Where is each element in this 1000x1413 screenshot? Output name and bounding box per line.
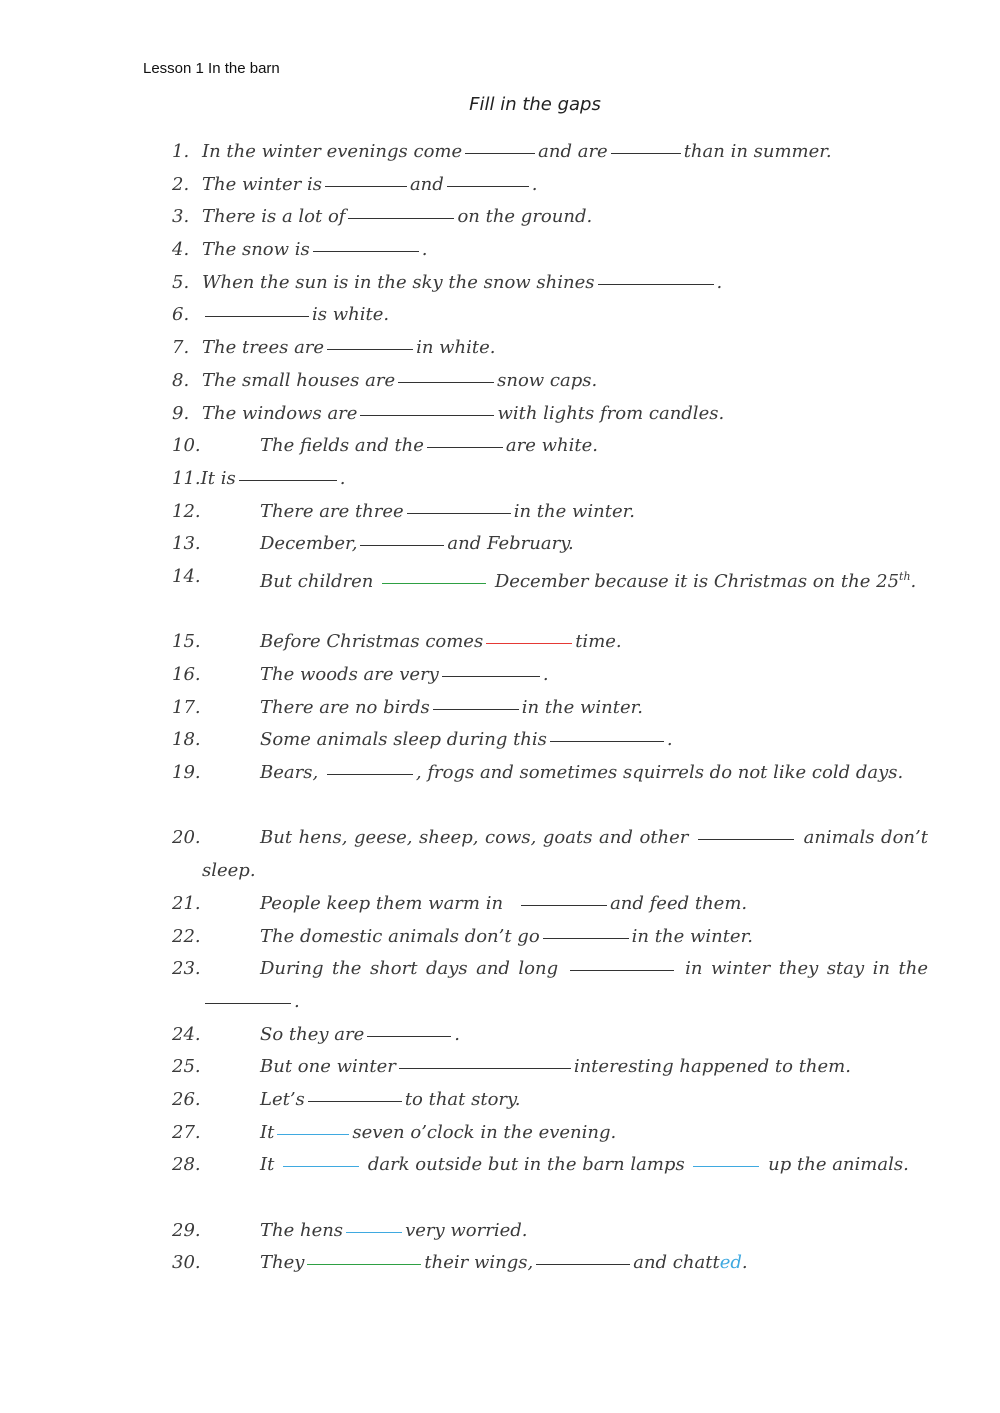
- question-29: [172, 1215, 928, 1248]
- question-text: is white.: [312, 304, 390, 326]
- question-text: The small houses are: [202, 369, 396, 391]
- question-number: 8.: [172, 369, 190, 391]
- question-text: Some animals sleep during this: [260, 729, 547, 751]
- question-text: snow caps.: [497, 369, 598, 391]
- question-text: .: [910, 570, 917, 592]
- question-number: 3.: [172, 206, 190, 228]
- question-number: 4.: [172, 239, 190, 261]
- question-text: In the winter evenings come: [202, 141, 463, 162]
- question-text: in the winter.: [521, 696, 643, 718]
- question-number: 18.: [172, 729, 201, 751]
- answer-blank[interactable]: [521, 904, 607, 906]
- question-number: 20.: [172, 827, 201, 849]
- question-text: on the ground.: [457, 206, 593, 228]
- question-text: and: [409, 173, 444, 195]
- question-text: .: [294, 990, 300, 1012]
- answer-blank[interactable]: [611, 152, 681, 154]
- question-text: their wings,: [424, 1252, 534, 1274]
- question-12: [172, 496, 928, 529]
- question-number: 21.: [172, 892, 201, 914]
- question-1: [172, 136, 928, 169]
- question-21: [172, 888, 928, 921]
- question-text: interesting happened to them.: [573, 1056, 851, 1078]
- question-number: 16.: [172, 664, 201, 686]
- question-text: It: [260, 1154, 275, 1176]
- question-text: in winter they stay in the: [685, 958, 928, 980]
- question-text: and chatt: [633, 1252, 720, 1274]
- question-number: 9.: [172, 402, 190, 424]
- question-text: December because it is Christmas on the 25: [494, 570, 900, 592]
- question-number: 5.: [172, 271, 190, 293]
- question-text: The winter is: [202, 173, 322, 195]
- question-20: [172, 822, 928, 887]
- question-4: [172, 234, 928, 267]
- question-text: Before Christmas comes: [260, 631, 484, 653]
- superscript-text: th: [899, 569, 911, 583]
- question-14: [172, 561, 928, 626]
- question-17: [172, 692, 928, 725]
- question-text: But hens, geese, sheep, cows, goats and other: [260, 827, 689, 849]
- answer-blank[interactable]: [598, 283, 714, 285]
- question-text: in white.: [416, 337, 496, 359]
- answer-blank[interactable]: [550, 740, 664, 742]
- question-number: 17.: [172, 696, 201, 718]
- answer-blank[interactable]: [327, 348, 413, 350]
- question-24: [172, 1019, 928, 1052]
- question-text: They: [260, 1252, 305, 1274]
- question-text: When the sun is in the sky the snow shines: [202, 271, 595, 293]
- question-text: very worried.: [405, 1219, 528, 1241]
- question-23: [172, 953, 928, 1018]
- answer-blank[interactable]: [307, 1263, 421, 1265]
- question-text: It: [260, 1121, 275, 1143]
- question-text: and February.: [447, 533, 574, 555]
- question-number: 15.: [172, 631, 201, 653]
- answer-blank[interactable]: [399, 1067, 571, 1069]
- question-number: 1.: [172, 141, 190, 162]
- lesson-heading: Lesson 1 In the barn: [143, 60, 280, 77]
- question-number: 13.: [172, 533, 201, 555]
- question-number: 23.: [172, 958, 201, 980]
- question-number: 27.: [172, 1121, 201, 1143]
- question-text: .: [716, 271, 723, 293]
- question-number: 25.: [172, 1056, 201, 1078]
- question-text: .: [741, 1252, 748, 1274]
- question-text: than in summer.: [683, 141, 832, 162]
- question-text: seven o’clock in the evening.: [352, 1121, 617, 1143]
- answer-blank[interactable]: [308, 1100, 402, 1102]
- question-number: 14.: [172, 565, 201, 587]
- question-text: .: [421, 239, 428, 261]
- question-text: time.: [575, 631, 622, 653]
- answer-blank[interactable]: [447, 185, 529, 187]
- answer-blank[interactable]: [486, 642, 572, 644]
- question-30: [172, 1247, 928, 1280]
- question-text: During the short days and long: [260, 958, 559, 980]
- question-22: [172, 921, 928, 954]
- answer-blank[interactable]: [398, 381, 494, 383]
- question-8: [172, 365, 928, 398]
- question-text: The fields and the: [260, 435, 424, 457]
- question-text: It is: [200, 467, 236, 489]
- question-text: in the winter.: [631, 925, 753, 947]
- question-18: [172, 724, 928, 757]
- answer-blank[interactable]: [543, 937, 629, 939]
- question-text: .: [542, 664, 549, 686]
- question-19: [172, 757, 928, 822]
- question-7: [172, 332, 928, 365]
- answer-blank[interactable]: [205, 1002, 291, 1004]
- question-text: are white.: [505, 435, 598, 457]
- question-16: [172, 659, 928, 692]
- answer-blank[interactable]: [427, 446, 503, 448]
- question-11: [172, 463, 928, 496]
- answer-blank[interactable]: [277, 1133, 349, 1135]
- question-text: The hens: [260, 1219, 344, 1241]
- question-number: 29.: [172, 1219, 201, 1241]
- question-text: animals don’t sleep.: [202, 827, 928, 882]
- question-text: .: [531, 173, 538, 195]
- page-title: Fill in the gaps: [469, 94, 601, 115]
- question-text: The snow is: [202, 239, 310, 261]
- question-text: , frogs and sometimes squirrels do not like cold days.: [415, 762, 904, 784]
- question-text: in the winter.: [513, 500, 635, 522]
- question-text: .: [666, 729, 673, 751]
- question-text: So they are: [260, 1023, 365, 1045]
- question-number: 28.: [172, 1154, 201, 1176]
- question-number: 7.: [172, 337, 190, 359]
- question-text: There are three: [260, 500, 404, 522]
- question-number: 19.: [172, 762, 201, 784]
- answer-blank[interactable]: [348, 217, 454, 219]
- answer-blank[interactable]: [327, 773, 413, 775]
- question-text: with lights from candles.: [497, 402, 725, 424]
- question-15: [172, 626, 928, 659]
- question-number: 10.: [172, 435, 201, 457]
- question-text: The windows are: [202, 402, 358, 424]
- answer-blank[interactable]: [367, 1035, 451, 1037]
- answer-blank[interactable]: [433, 708, 519, 710]
- question-text: There are no birds: [260, 696, 430, 718]
- question-28: [172, 1149, 928, 1214]
- question-text: There is a lot of: [202, 206, 346, 228]
- answer-blank[interactable]: [698, 838, 794, 840]
- answer-blank[interactable]: [382, 582, 486, 584]
- answer-blank[interactable]: [325, 185, 407, 187]
- answer-blank[interactable]: [205, 315, 309, 317]
- question-text: The domestic animals don’t go: [260, 925, 540, 947]
- question-text: up the animals.: [768, 1154, 909, 1176]
- question-number: 6.: [172, 304, 190, 326]
- question-text: The trees are: [202, 337, 325, 359]
- question-27: [172, 1117, 928, 1150]
- question-5: [172, 267, 928, 300]
- question-number: 2.: [172, 173, 190, 195]
- question-list: [172, 136, 928, 1280]
- question-9: [172, 398, 928, 431]
- question-25: [172, 1051, 928, 1084]
- question-text: December,: [260, 533, 358, 555]
- answer-blank[interactable]: [360, 544, 444, 546]
- answer-blank[interactable]: [442, 675, 540, 677]
- question-2: [172, 169, 928, 202]
- question-number: 30.: [172, 1252, 201, 1274]
- answer-blank[interactable]: [360, 414, 494, 416]
- answer-blank[interactable]: [283, 1165, 359, 1167]
- answer-blank[interactable]: [407, 512, 511, 514]
- question-number: 24.: [172, 1023, 201, 1045]
- answer-blank[interactable]: [536, 1263, 630, 1265]
- question-text: But one winter: [260, 1056, 396, 1078]
- question-number: 11.: [172, 467, 201, 489]
- question-26: [172, 1084, 928, 1117]
- question-number: 22.: [172, 925, 201, 947]
- answer-blank[interactable]: [693, 1165, 759, 1167]
- question-text: Bears,: [260, 762, 319, 784]
- question-text: People keep them warm in: [260, 892, 504, 914]
- question-text: .: [454, 1023, 460, 1045]
- question-text: But children: [260, 570, 374, 592]
- question-text: The woods are very: [260, 664, 439, 686]
- answer-blank[interactable]: [239, 479, 337, 481]
- answer-blank[interactable]: [313, 250, 419, 252]
- question-10: [172, 430, 928, 463]
- question-text: dark outside but in the barn lamps: [367, 1154, 685, 1176]
- question-text: to that story.: [404, 1089, 521, 1110]
- question-6: [172, 299, 928, 332]
- question-number: 26.: [172, 1089, 201, 1110]
- question-text: .: [339, 467, 346, 489]
- question-text: Let’s: [260, 1089, 305, 1110]
- question-13: [172, 528, 928, 561]
- answer-blank[interactable]: [465, 152, 535, 154]
- highlighted-suffix: ed: [719, 1252, 742, 1274]
- question-text: and are: [538, 141, 608, 162]
- question-text: and feed them.: [610, 892, 748, 914]
- question-number: 12.: [172, 500, 201, 522]
- question-3: [172, 201, 928, 234]
- answer-blank[interactable]: [346, 1231, 402, 1233]
- answer-blank[interactable]: [570, 969, 674, 971]
